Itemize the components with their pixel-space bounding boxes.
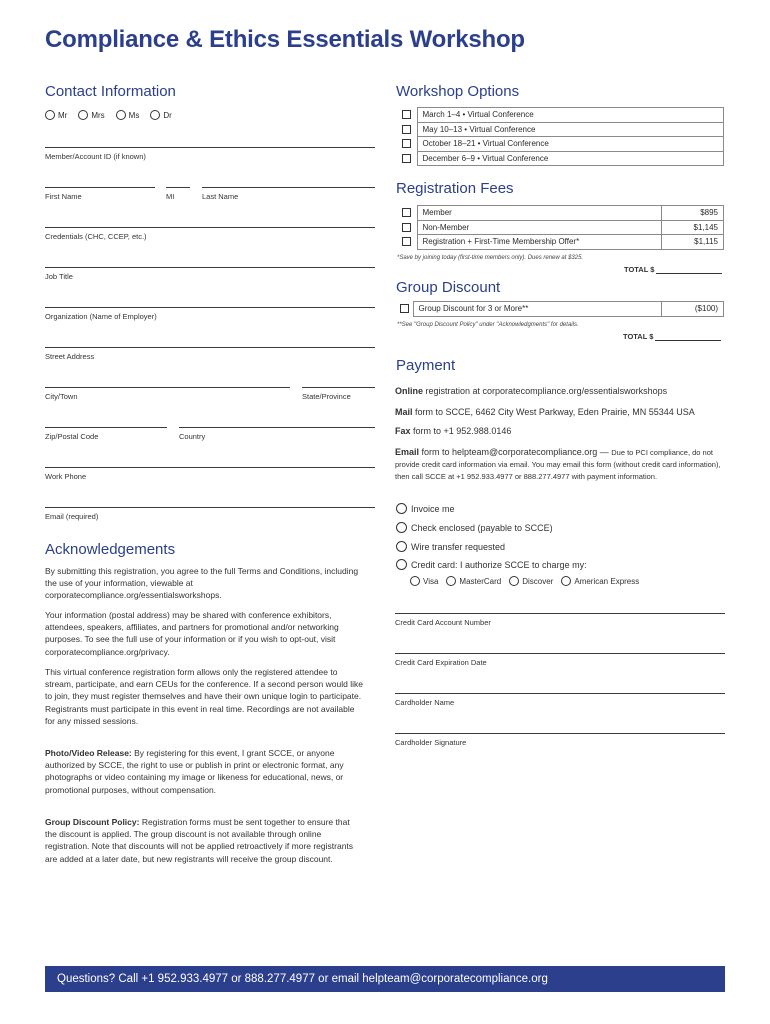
salutation-ms[interactable]: Ms <box>116 110 140 120</box>
card-amex[interactable]: American Express <box>561 576 639 586</box>
credentials-field[interactable] <box>45 227 375 228</box>
country-label: Country <box>179 432 206 441</box>
workshop-option[interactable]: December 6–9 • Virtual Conference <box>397 151 724 166</box>
checkbox-icon[interactable] <box>402 110 411 119</box>
fees-heading: Registration Fees <box>396 180 514 197</box>
organization-label: Organization (Name of Employer) <box>45 312 157 321</box>
group-heading: Group Discount <box>396 279 501 296</box>
first-name-label: First Name <box>45 192 82 201</box>
salutation-dr[interactable]: Dr <box>150 110 171 120</box>
card-mastercard[interactable]: MasterCard <box>446 576 501 586</box>
payment-check[interactable]: Check enclosed (payable to SCCE) <box>396 522 553 533</box>
ack-group: Group Discount Policy: Registration forms must be sent together to ensure that the discount is applied. The group discount is not available through online registration. Note that discounts will not be applied retroactively if more registrants are added at a later date, but new registrants will receive the group discount. <box>45 817 354 864</box>
fee-row[interactable]: Non-Member $1,145 <box>397 220 724 235</box>
zip-field[interactable] <box>45 427 167 428</box>
checkbox-icon[interactable] <box>402 237 411 246</box>
group-discount-row[interactable]: Group Discount for 3 or More** ($100) <box>397 302 724 317</box>
radio-icon <box>116 110 126 120</box>
radio-icon <box>78 110 88 120</box>
workshop-option[interactable]: May 10–13 • Virtual Conference <box>397 122 724 137</box>
workshop-options-table <box>397 107 724 166</box>
cc-number-field[interactable] <box>395 613 725 614</box>
radio-icon <box>561 576 571 586</box>
ack-virtual: This virtual conference registration form allows only the registered attendee to stream, participate, and earn CEUs for the conference. If a second person would like to join, they must register themselves and have their own unique login to participate. Registrants must participate in this event in real time. Recordings are not available for any missed sessions. <box>45 667 363 726</box>
cc-number-label: Credit Card Account Number <box>395 618 491 627</box>
state-label: State/Province <box>302 392 351 401</box>
card-type-group <box>410 576 644 586</box>
ack-heading: Acknowledgements <box>45 541 176 558</box>
member-id-field[interactable] <box>45 147 375 148</box>
job-title-field[interactable] <box>45 267 375 268</box>
city-label: City/Town <box>45 392 78 401</box>
job-title-label: Job Title <box>45 272 73 281</box>
mi-field[interactable] <box>166 187 190 188</box>
radio-icon <box>150 110 160 120</box>
workshop-option[interactable]: October 18–21 • Virtual Conference <box>397 137 724 152</box>
card-visa[interactable]: Visa <box>410 576 438 586</box>
radio-icon <box>396 522 407 533</box>
last-name-field[interactable] <box>202 187 375 188</box>
salutation-mr[interactable]: Mr <box>45 110 67 120</box>
country-field[interactable] <box>179 427 375 428</box>
payment-email: Email form to helpteam@corporatecompliance.org — Due to PCI compliance, do not provide credit card information via email. You may email this form (without credit card information), then call SCCE at +1 952.933.4977 or 888.277.4977 with payment information. <box>395 447 721 481</box>
email-field[interactable] <box>45 507 375 508</box>
workshop-heading: Workshop Options <box>396 83 520 100</box>
street-field[interactable] <box>45 347 375 348</box>
member-id-label: Member/Account ID (if known) <box>45 152 146 161</box>
ack-terms: By submitting this registration, you agree to the full Terms and Conditions, including the use of your information, viewable at corporatecompliance.org/essentialsworkshops. <box>45 566 359 601</box>
phone-label: Work Phone <box>45 472 87 481</box>
fees-note: *Save by joining today (first-time members only). Dues renew at $325. <box>397 255 584 261</box>
payment-online: Online registration at corporatecompliance.org/essentialsworkshops <box>395 386 668 396</box>
group-note: **See "Group Discount Policy" under "Acknowledgments" for details. <box>397 322 579 328</box>
checkbox-icon[interactable] <box>402 154 411 163</box>
radio-icon <box>509 576 519 586</box>
salutation-group <box>45 110 177 120</box>
salutation-mrs[interactable]: Mrs <box>78 110 104 120</box>
payment-heading: Payment <box>396 357 456 374</box>
first-name-field[interactable] <box>45 187 155 188</box>
checkbox-icon[interactable] <box>402 139 411 148</box>
page-title: Compliance & Ethics Essentials Workshop <box>45 26 525 53</box>
checkbox-icon[interactable] <box>402 208 411 217</box>
cc-signature-field[interactable] <box>395 733 725 734</box>
payment-mail: Mail form to SCCE, 6462 City West Parkway, Eden Prairie, MN 55344 USA <box>395 407 695 417</box>
payment-invoice[interactable]: Invoice me <box>396 503 455 514</box>
cc-name-label: Cardholder Name <box>395 698 455 707</box>
checkbox-icon[interactable] <box>400 304 409 313</box>
ack-photo: Photo/Video Release: By registering for this event, I grant SCCE, or anyone authorized by SCCE, the right to use or publish in print or electronic format, any photographs or video containing my image or likeness for educational, news, or promotional purposes, without compensation. <box>45 748 344 795</box>
group-total[interactable]: TOTAL $ <box>623 332 721 341</box>
cc-exp-label: Credit Card Expiration Date <box>395 658 487 667</box>
checkbox-icon[interactable] <box>402 125 411 134</box>
ack-privacy: Your information (postal address) may be shared with conference exhibitors, attendees, speakers, affiliates, and partners for promotional and/or networking purposes. To see the full use of your information or if you wish to opt-out, visit corporatecompliance.org/privacy. <box>45 610 339 657</box>
street-label: Street Address <box>45 352 95 361</box>
cc-exp-field[interactable] <box>395 653 725 654</box>
payment-credit-card[interactable]: Credit card: I authorize SCCE to charge my: <box>396 559 587 570</box>
cc-name-field[interactable] <box>395 693 725 694</box>
phone-field[interactable] <box>45 467 375 468</box>
payment-fax: Fax form to +1 952.988.0146 <box>395 426 512 436</box>
zip-label: Zip/Postal Code <box>45 432 99 441</box>
radio-icon <box>396 503 407 514</box>
contact-heading: Contact Information <box>45 83 176 100</box>
radio-icon <box>446 576 456 586</box>
organization-field[interactable] <box>45 307 375 308</box>
fee-row[interactable]: Registration + First-Time Membership Offer* $1,115 <box>397 235 724 250</box>
footer-banner: Questions? Call +1 952.933.4977 or 888.277.4977 or email helpteam@corporatecompliance.org <box>45 966 725 992</box>
radio-icon <box>396 541 407 552</box>
card-discover[interactable]: Discover <box>509 576 553 586</box>
credentials-label: Credentials (CHC, CCEP, etc.) <box>45 232 147 241</box>
fees-total[interactable]: TOTAL $ <box>624 265 722 274</box>
mi-label: MI <box>166 192 175 201</box>
group-table <box>397 301 724 317</box>
checkbox-icon[interactable] <box>402 223 411 232</box>
email-label: Email (required) <box>45 512 99 521</box>
last-name-label: Last Name <box>202 192 239 201</box>
cc-signature-label: Cardholder Signature <box>395 738 467 747</box>
fees-table <box>397 205 724 250</box>
fee-row[interactable]: Member $895 <box>397 206 724 221</box>
radio-icon <box>410 576 420 586</box>
workshop-option[interactable]: March 1–4 • Virtual Conference <box>397 108 724 123</box>
radio-icon <box>396 559 407 570</box>
state-field[interactable] <box>302 387 375 388</box>
payment-wire[interactable]: Wire transfer requested <box>396 541 505 552</box>
city-field[interactable] <box>45 387 290 388</box>
radio-icon <box>45 110 55 120</box>
